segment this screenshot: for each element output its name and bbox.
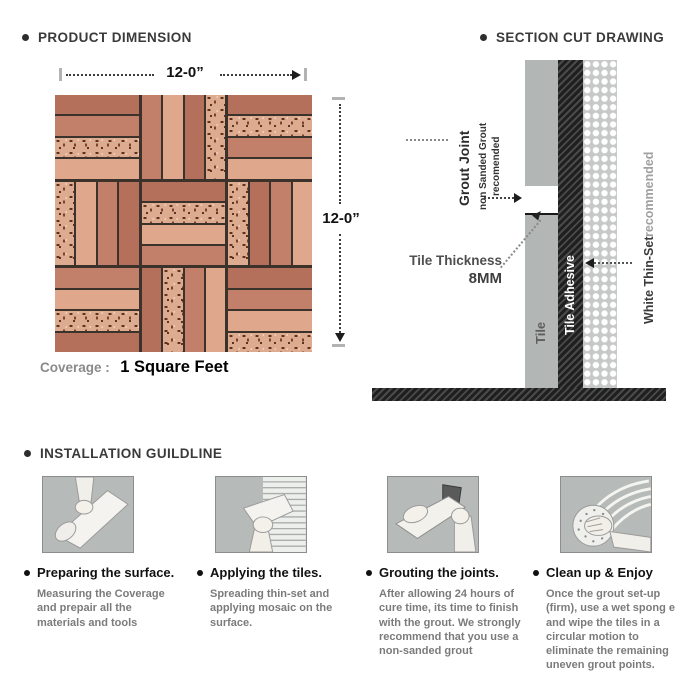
step-2-description: Spreading thin-set and applying mosaic on the surface.	[210, 588, 333, 629]
mosaic-strip	[228, 182, 247, 266]
section-cut-drawing	[372, 55, 682, 405]
tile-thickness-callout	[390, 253, 502, 289]
mosaic-block	[142, 95, 226, 179]
bullet-icon	[533, 570, 539, 576]
mosaic-strip	[98, 182, 117, 266]
coverage-line	[40, 358, 228, 377]
mosaic-strip	[55, 159, 139, 178]
thinset-arrow-icon	[585, 258, 594, 268]
dim-dash-right	[220, 74, 292, 76]
mosaic-strip	[55, 138, 139, 157]
install-step-2	[197, 476, 355, 630]
mosaic-tile-image	[55, 95, 312, 352]
cleanup-illustration	[560, 476, 652, 553]
reference-dash	[406, 139, 448, 141]
mosaic-strip	[271, 182, 290, 266]
tile-column-upper	[525, 60, 558, 186]
install-step-4	[533, 476, 689, 673]
mosaic-block	[55, 182, 139, 266]
dim-dash-bottom	[339, 234, 341, 333]
grout-note-line1: non Sanded Grout	[478, 122, 489, 210]
thinset-column	[583, 60, 617, 388]
grout-joint-label: Grout Joint	[456, 130, 472, 206]
step-1-description: Measuring the Coverage and prepair all the materials and tools	[37, 588, 165, 629]
step-3-description: After allowing 24 hours of cure time, its time to finish with the grout. We strongly recommend that you use a non-sanded grout	[379, 588, 521, 658]
mosaic-strip	[142, 182, 226, 201]
bullet-icon	[197, 570, 203, 576]
install-step-3	[366, 476, 526, 658]
mosaic-strip	[55, 268, 139, 287]
mosaic-strip	[142, 225, 226, 244]
mosaic-strip	[250, 182, 269, 266]
bullet-icon	[24, 450, 31, 457]
grouting-illustration	[387, 476, 479, 553]
mosaic-strip	[228, 290, 312, 309]
coverage-value: 1 Square Feet	[120, 358, 229, 376]
tile-thickness-value: 8MM	[468, 269, 502, 287]
installation-heading	[24, 446, 222, 461]
mosaic-strip	[228, 333, 312, 352]
mosaic-block	[55, 95, 139, 179]
section-cut-heading	[480, 30, 664, 45]
grout-arrow-icon	[514, 193, 522, 203]
mosaic-strip	[55, 182, 74, 266]
mosaic-block	[228, 268, 312, 352]
mosaic-strip	[55, 95, 139, 114]
mosaic-strip	[55, 290, 139, 309]
mosaic-block	[142, 182, 226, 266]
mosaic-strip	[55, 116, 139, 135]
mosaic-strip	[228, 268, 312, 287]
mosaic-block	[142, 268, 226, 352]
width-dimension-label: 12-0”	[166, 64, 204, 81]
step-4-description: Once the grout set-up (firm), use a wet spong e and wipe the tiles in a circular motion to eliminate the remaining uneven grout points.	[546, 588, 675, 672]
surface-prep-illustration	[42, 476, 134, 553]
apply-tiles-illustration	[215, 476, 307, 553]
mosaic-strip	[206, 268, 225, 352]
step-1-heading	[24, 565, 182, 580]
mosaic-strip	[142, 95, 161, 179]
mosaic-strip	[119, 182, 138, 266]
bullet-icon	[24, 570, 30, 576]
mosaic-strip	[76, 182, 95, 266]
dim-dash-top	[339, 104, 341, 204]
mosaic-strip	[206, 95, 225, 179]
bullet-icon	[366, 570, 372, 576]
mosaic-strip	[185, 268, 204, 352]
dim-dash-left	[66, 74, 154, 76]
coverage-label: Coverage :	[40, 360, 110, 375]
mosaic-strip	[228, 138, 312, 157]
step-3-heading	[366, 565, 526, 580]
height-dimension-label: 12-0”	[322, 210, 360, 227]
tile-thickness-label: Tile Thickness	[409, 253, 502, 268]
mosaic-strip	[55, 333, 139, 352]
step-3-title: Grouting the joints.	[379, 565, 499, 580]
thinset-note: recommended	[642, 151, 656, 237]
mosaic-strip	[163, 268, 182, 352]
substrate-floor-bar	[372, 388, 666, 401]
mosaic-block	[228, 182, 312, 266]
bullet-icon	[480, 34, 487, 41]
dim-tick-right	[304, 68, 307, 81]
mosaic-block	[228, 95, 312, 179]
thinset-callout	[642, 113, 656, 363]
mosaic-strip	[228, 116, 312, 135]
dim-tick-left	[59, 68, 62, 81]
mosaic-strip	[163, 95, 182, 179]
mosaic-strip	[228, 311, 312, 330]
product-dimension-heading	[22, 30, 192, 45]
grout-note-line2: recomended	[491, 136, 502, 196]
mosaic-strip	[142, 203, 226, 222]
tile-label: Tile	[533, 321, 548, 345]
dim-tick-bottom	[332, 344, 345, 347]
install-step-1	[24, 476, 182, 630]
arrow-down-icon	[335, 333, 345, 342]
section-cut-title: SECTION CUT DRAWING	[496, 30, 665, 45]
step-1-title: Preparing the surface.	[37, 565, 175, 580]
mosaic-strip	[185, 95, 204, 179]
arrow-right-icon	[292, 70, 301, 80]
thinset-label: White Thin-Set	[642, 236, 656, 325]
thinset-arrow-line	[594, 262, 632, 264]
mosaic-strip	[142, 268, 161, 352]
step-2-heading	[197, 565, 355, 580]
mosaic-strip	[55, 311, 139, 330]
mosaic-strip	[293, 182, 312, 266]
mosaic-strip	[228, 159, 312, 178]
step-4-heading	[533, 565, 689, 580]
mosaic-strip	[228, 95, 312, 114]
product-dimension-title: PRODUCT DIMENSION	[38, 30, 192, 45]
mosaic-block	[55, 268, 139, 352]
tile-adhesive-label: Tile Adhesive	[563, 255, 577, 335]
step-4-title: Clean up & Enjoy	[546, 565, 653, 580]
mosaic-strip	[142, 246, 226, 265]
grout-arrow-line	[484, 197, 514, 199]
dim-tick-top	[332, 97, 345, 100]
bullet-icon	[22, 34, 29, 41]
step-2-title: Applying the tiles.	[210, 565, 322, 580]
installation-title: INSTALLATION GUILDLINE	[40, 446, 223, 461]
